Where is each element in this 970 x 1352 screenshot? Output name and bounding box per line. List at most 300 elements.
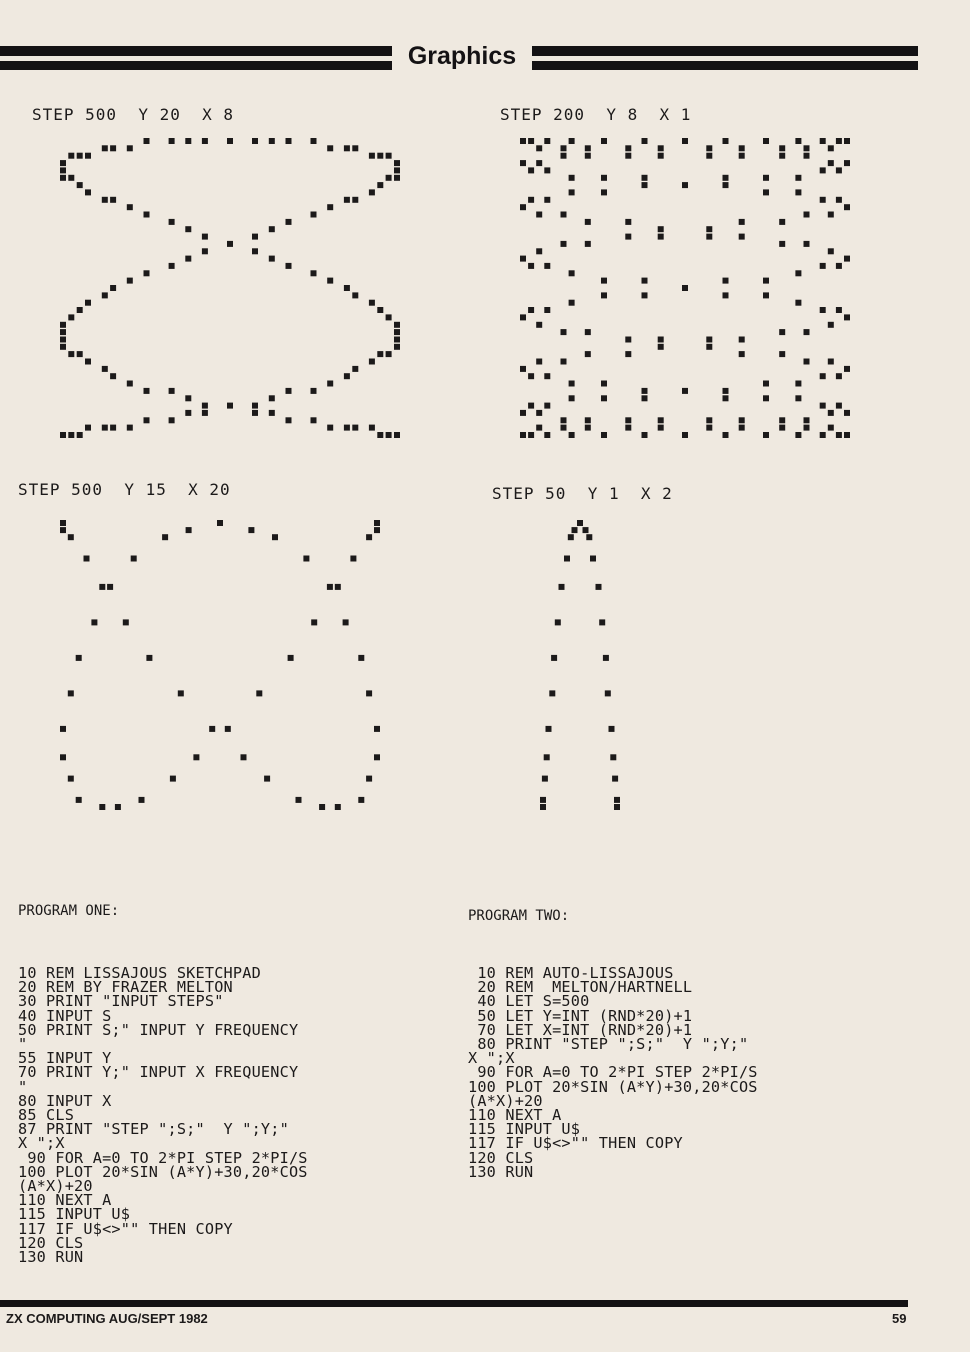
plot-point	[836, 167, 842, 173]
plot-point	[110, 373, 116, 379]
plot-point	[601, 432, 607, 438]
plot-point	[102, 366, 108, 372]
plot-point	[739, 417, 745, 423]
plot-point	[836, 307, 842, 313]
plot-point	[706, 153, 712, 159]
plot-point	[269, 226, 275, 232]
code-line: 50 LET Y=INT (RND*20)+1	[468, 1006, 693, 1025]
plot-point	[536, 145, 542, 151]
plot-point	[658, 337, 664, 343]
code-line: 40 INPUT S	[18, 1006, 112, 1025]
plot-point	[601, 175, 607, 181]
plot-point	[60, 432, 66, 438]
plot-point	[311, 388, 317, 394]
plot-point	[844, 204, 850, 210]
code-line: 130 RUN	[18, 1248, 84, 1267]
code-line: "	[18, 1035, 28, 1054]
plot-point	[374, 527, 380, 533]
plot-point	[68, 351, 74, 357]
plot-point	[352, 292, 358, 298]
plot-point	[706, 417, 712, 423]
plot-point	[311, 270, 317, 276]
plot-point	[795, 175, 801, 181]
plot-point	[779, 241, 785, 247]
plot-point	[286, 219, 292, 225]
plot-point	[264, 776, 270, 782]
plot-point	[682, 138, 688, 144]
plot-point	[68, 776, 74, 782]
plot-point	[625, 219, 631, 225]
plot-point	[169, 263, 175, 269]
plot-point	[76, 655, 82, 661]
code-line: 110 NEXT A	[18, 1191, 112, 1210]
plot-point	[804, 212, 810, 218]
plot-point	[569, 395, 575, 401]
plot-point	[144, 270, 150, 276]
plot-point	[60, 726, 66, 732]
plot-point	[564, 556, 570, 562]
plot-point	[60, 344, 66, 350]
plot-point	[542, 776, 548, 782]
plot-point	[544, 197, 550, 203]
plot-point	[561, 241, 567, 247]
plot-point	[202, 138, 208, 144]
plot-point	[520, 314, 526, 320]
plot-point	[528, 403, 534, 409]
plot-point	[127, 145, 133, 151]
plot-point	[225, 726, 231, 732]
plot-point	[178, 690, 184, 696]
plot-point	[327, 584, 333, 590]
code-line: 80 INPUT X	[18, 1091, 112, 1110]
plot-point	[102, 145, 108, 151]
plot-point	[528, 167, 534, 173]
plot-point	[820, 263, 826, 269]
plot-point	[590, 556, 596, 562]
plot-point	[303, 556, 309, 562]
plot-point	[227, 241, 233, 247]
code-line: 117 IF U$<>"" THEN COPY	[18, 1219, 233, 1238]
plot-point	[394, 175, 400, 181]
plot-point	[68, 314, 74, 320]
code-line: 90 FOR A=0 TO 2*PI STEP 2*PI/S	[18, 1148, 308, 1167]
plot-point	[123, 619, 129, 625]
plot-point	[352, 366, 358, 372]
plot-point	[60, 167, 66, 173]
plot-point	[723, 292, 729, 298]
plot-point	[185, 226, 191, 232]
plot-point	[739, 145, 745, 151]
plot-point	[561, 417, 567, 423]
plot-point	[601, 189, 607, 195]
plot-point	[763, 278, 769, 284]
plot-point	[795, 432, 801, 438]
plot-point	[804, 359, 810, 365]
plot-point	[642, 432, 648, 438]
plot-point	[540, 797, 546, 803]
plot-point	[202, 248, 208, 254]
plot-point	[139, 797, 145, 803]
plot-caption-2: STEP 200 Y 8 X 1	[500, 105, 692, 124]
plot-point	[77, 307, 83, 313]
plot-point	[169, 138, 175, 144]
plot-point	[202, 403, 208, 409]
plot-point	[311, 212, 317, 218]
plot-point	[828, 410, 834, 416]
plot-point	[836, 138, 842, 144]
plot-point	[374, 726, 380, 732]
plot-point	[394, 329, 400, 335]
plot-point	[795, 270, 801, 276]
plot-point	[369, 153, 375, 159]
code-line: "	[18, 1077, 28, 1096]
plot-point	[311, 138, 317, 144]
plot-point	[544, 373, 550, 379]
plot-point	[144, 138, 150, 144]
plot-point	[227, 403, 233, 409]
plot-point	[528, 197, 534, 203]
plot-point	[601, 278, 607, 284]
plot-point	[386, 175, 392, 181]
code-line: 40 LET S=500	[468, 992, 590, 1011]
code-line: 55 INPUT Y	[18, 1049, 112, 1068]
plot-point	[609, 726, 615, 732]
plot-point	[185, 410, 191, 416]
plot-point	[625, 234, 631, 240]
plot-point	[169, 219, 175, 225]
plot-point	[85, 359, 91, 365]
plot-point	[795, 138, 801, 144]
lissajous-plot-3	[60, 520, 380, 810]
plot-point	[569, 300, 575, 306]
plot-point	[227, 138, 233, 144]
plot-point	[569, 138, 575, 144]
code-line: 85 CLS	[18, 1106, 75, 1125]
code-line: 115 INPUT U$	[18, 1205, 131, 1224]
plot-point	[820, 307, 826, 313]
plot-point	[739, 351, 745, 357]
plot-point	[344, 373, 350, 379]
plot-point	[115, 804, 121, 810]
plot-point	[763, 189, 769, 195]
plot-point	[779, 351, 785, 357]
plot-point	[369, 425, 375, 431]
plot-point	[779, 329, 785, 335]
plot-point	[555, 619, 561, 625]
plot-point	[723, 182, 729, 188]
footer-rule	[0, 1300, 908, 1307]
plot-point	[162, 534, 168, 540]
plot-point	[612, 776, 618, 782]
plot-point	[605, 690, 611, 696]
plot-point	[319, 804, 325, 810]
plot-point	[528, 432, 534, 438]
plot-point	[60, 322, 66, 328]
plot-point	[642, 138, 648, 144]
plot-point	[327, 145, 333, 151]
plot-point	[828, 212, 834, 218]
plot-point	[60, 754, 66, 760]
plot-point	[828, 248, 834, 254]
plot-point	[614, 804, 620, 810]
plot-point	[625, 337, 631, 343]
plot-point	[561, 153, 567, 159]
plot-point	[844, 256, 850, 262]
plot-point	[836, 197, 842, 203]
plot-point	[60, 329, 66, 335]
plot-point	[520, 432, 526, 438]
plot-point	[739, 234, 745, 240]
plot-point	[520, 160, 526, 166]
code-line: 20 REM BY FRAZER MELTON	[18, 978, 233, 997]
plot-point	[544, 403, 550, 409]
code-line: 50 PRINT S;" INPUT Y FREQUENCY	[18, 1020, 299, 1039]
plot-point	[551, 655, 557, 661]
plot-point	[99, 584, 105, 590]
plot-point	[583, 527, 589, 533]
plot-point	[377, 307, 383, 313]
plot-point	[723, 278, 729, 284]
plot-point	[625, 425, 631, 431]
plot-point	[520, 410, 526, 416]
plot-point	[763, 381, 769, 387]
code-line: 117 IF U$<>"" THEN COPY	[468, 1134, 683, 1153]
plot-point	[569, 432, 575, 438]
plot-point	[60, 520, 66, 526]
plot-point	[217, 520, 223, 526]
code-line: 10 REM AUTO-LISSAJOUS	[468, 964, 674, 982]
plot-point	[77, 153, 83, 159]
plot-point	[828, 425, 834, 431]
plot-point	[723, 175, 729, 181]
plot-point	[327, 425, 333, 431]
plot-point	[386, 314, 392, 320]
plot-point	[209, 726, 215, 732]
plot-point	[386, 432, 392, 438]
plot-point	[820, 138, 826, 144]
plot-point	[642, 395, 648, 401]
plot-point	[569, 175, 575, 181]
plot-point	[170, 776, 176, 782]
plot-point	[68, 690, 74, 696]
plot-point	[327, 278, 333, 284]
plot-point	[763, 138, 769, 144]
plot-point	[569, 270, 575, 276]
plot-point	[60, 175, 66, 181]
plot-point	[520, 256, 526, 262]
plot-point	[91, 619, 97, 625]
plot-point	[252, 403, 258, 409]
plot-point	[185, 138, 191, 144]
plot-point	[569, 381, 575, 387]
page-number: 59	[892, 1311, 907, 1326]
plot-point	[596, 584, 602, 590]
plot-point	[272, 534, 278, 540]
plot-point	[804, 329, 810, 335]
plot-point	[795, 395, 801, 401]
plot-point	[252, 138, 258, 144]
plot-point	[706, 344, 712, 350]
plot-point	[374, 754, 380, 760]
plot-point	[585, 153, 591, 159]
plot-point	[352, 425, 358, 431]
plot-point	[311, 619, 317, 625]
code-line: 87 PRINT "STEP ";S;" Y ";Y;"	[18, 1120, 289, 1139]
plot-point	[599, 619, 605, 625]
plot-point	[60, 160, 66, 166]
plot-point	[536, 160, 542, 166]
program-one-title: PROGRAM ONE:	[18, 903, 120, 919]
plot-point	[68, 175, 74, 181]
plot-point	[763, 175, 769, 181]
plot-point	[642, 182, 648, 188]
plot-point	[658, 234, 664, 240]
plot-point	[343, 619, 349, 625]
plot-point	[374, 520, 380, 526]
plot-point	[296, 797, 302, 803]
plot-point	[252, 410, 258, 416]
plot-point	[836, 263, 842, 269]
plot-point	[642, 278, 648, 284]
plot-point	[110, 145, 116, 151]
plot-point	[601, 292, 607, 298]
plot-point	[536, 248, 542, 254]
plot-point	[779, 425, 785, 431]
plot-point	[739, 337, 745, 343]
plot-point	[99, 804, 105, 810]
plot-point	[110, 197, 116, 203]
plot-point	[763, 292, 769, 298]
plot-point	[394, 344, 400, 350]
plot-point	[561, 212, 567, 218]
program-two-title: PROGRAM TWO:	[468, 908, 570, 924]
plot-point	[544, 754, 550, 760]
program-two-listing	[468, 966, 758, 1179]
plot-point	[528, 263, 534, 269]
plot-point	[706, 425, 712, 431]
plot-point	[706, 145, 712, 151]
plot-point	[77, 432, 83, 438]
plot-point	[286, 263, 292, 269]
plot-point	[144, 212, 150, 218]
plot-point	[127, 204, 133, 210]
plot-point	[286, 417, 292, 423]
plot-point	[68, 153, 74, 159]
plot-point	[269, 395, 275, 401]
plot-point	[394, 337, 400, 343]
plot-point	[658, 425, 664, 431]
plot-point	[610, 754, 616, 760]
plot-point	[107, 584, 113, 590]
plot-point	[682, 285, 688, 291]
plot-point	[561, 425, 567, 431]
plot-point	[820, 373, 826, 379]
plot-point	[706, 337, 712, 343]
plot-point	[536, 425, 542, 431]
plot-point	[642, 292, 648, 298]
code-line: 20 REM MELTON/HARTNELL	[468, 978, 693, 997]
plot-point	[202, 410, 208, 416]
plot-point	[540, 804, 546, 810]
plot-point	[344, 145, 350, 151]
plot-point	[377, 351, 383, 357]
plot-point	[327, 381, 333, 387]
plot-point	[544, 307, 550, 313]
plot-point	[256, 690, 262, 696]
plot-point	[68, 432, 74, 438]
plot-point	[269, 138, 275, 144]
plot-point	[344, 285, 350, 291]
plot-point	[344, 425, 350, 431]
plot-point	[528, 373, 534, 379]
plot-point	[828, 160, 834, 166]
plot-point	[377, 153, 383, 159]
plot-point	[844, 138, 850, 144]
plot-point	[779, 153, 785, 159]
plot-point	[350, 556, 356, 562]
plot-point	[269, 256, 275, 262]
plot-point	[352, 145, 358, 151]
plot-point	[520, 138, 526, 144]
plot-point	[544, 167, 550, 173]
plot-point	[625, 417, 631, 423]
plot-point	[544, 138, 550, 144]
plot-point	[394, 432, 400, 438]
plot-point	[844, 160, 850, 166]
plot-point	[335, 804, 341, 810]
publication-name: ZX COMPUTING AUG/SEPT 1982	[6, 1311, 208, 1326]
plot-point	[76, 797, 82, 803]
plot-point	[658, 417, 664, 423]
code-line: 70 LET X=INT (RND*20)+1	[468, 1020, 693, 1039]
plot-point	[723, 138, 729, 144]
plot-point	[185, 395, 191, 401]
plot-point	[536, 410, 542, 416]
plot-point	[804, 153, 810, 159]
program-one-listing	[18, 964, 308, 1267]
plot-point	[252, 234, 258, 240]
code-line: X ";X	[468, 1049, 515, 1068]
plot-point	[127, 425, 133, 431]
plot-point	[844, 314, 850, 320]
lissajous-plot-4	[540, 520, 620, 810]
plot-point	[795, 381, 801, 387]
plot-point	[146, 655, 152, 661]
plot-point	[394, 167, 400, 173]
code-line: 115 INPUT U$	[468, 1120, 581, 1139]
plot-point	[828, 145, 834, 151]
plot-point	[327, 204, 333, 210]
plot-point	[369, 300, 375, 306]
plot-point	[723, 388, 729, 394]
plot-point	[335, 584, 341, 590]
plot-point	[127, 278, 133, 284]
plot-point	[603, 655, 609, 661]
plot-point	[386, 351, 392, 357]
plot-point	[658, 153, 664, 159]
plot-point	[820, 432, 826, 438]
code-line: X ";X	[18, 1134, 65, 1153]
plot-point	[658, 145, 664, 151]
plot-point	[836, 432, 842, 438]
plot-point	[377, 182, 383, 188]
plot-point	[723, 432, 729, 438]
lissajous-plot-1	[60, 138, 400, 438]
plot-point	[836, 403, 842, 409]
plot-point	[739, 219, 745, 225]
plot-point	[528, 138, 534, 144]
plot-point	[568, 534, 574, 540]
